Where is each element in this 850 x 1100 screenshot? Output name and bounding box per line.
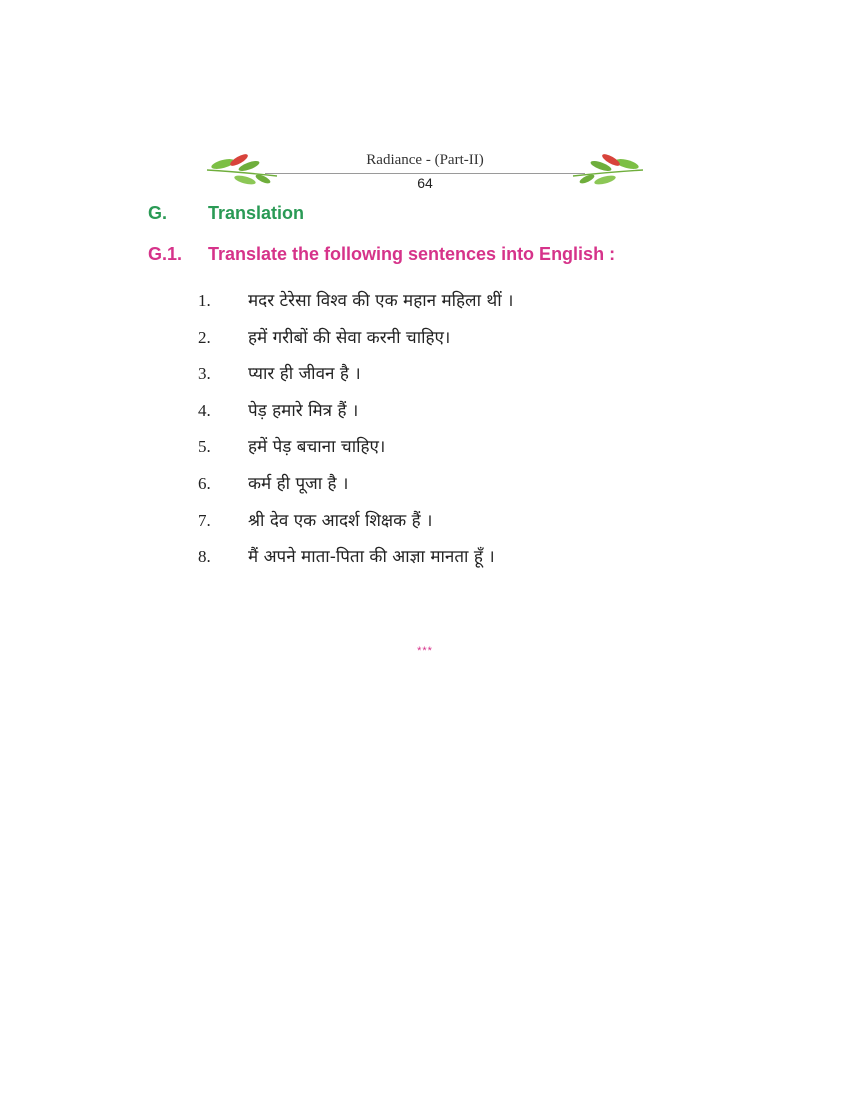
hindi-sentence: प्यार ही जीवन है । xyxy=(248,364,361,385)
item-number: 3. xyxy=(198,364,211,384)
item-number: 8. xyxy=(198,547,211,567)
leaf-ornament-right-icon xyxy=(570,150,645,190)
section-number: G. xyxy=(148,203,168,223)
item-number: 5. xyxy=(198,437,211,457)
end-marker: *** xyxy=(417,645,433,657)
list-item xyxy=(198,325,718,362)
sentence-list xyxy=(198,288,718,581)
item-number: 1. xyxy=(198,291,211,310)
page-header xyxy=(205,148,645,198)
item-number: 4. xyxy=(198,400,211,420)
page-number: 64 xyxy=(417,175,433,191)
item-number: 7. xyxy=(198,510,211,530)
hindi-sentence: कर्म ही पूजा है । xyxy=(248,473,349,494)
list-item xyxy=(198,361,718,398)
hindi-sentence: हमें पेड़ बचाना चाहिए। xyxy=(248,437,386,458)
hindi-sentence: पेड़ हमारे मित्र हैं । xyxy=(248,400,359,421)
list-item xyxy=(198,471,718,508)
list-item xyxy=(198,398,718,435)
header-rule xyxy=(265,173,585,174)
exercise-number: G.1. xyxy=(148,244,183,264)
hindi-sentence: हमें गरीबों की सेवा करनी चाहिए। xyxy=(248,327,451,348)
list-item xyxy=(198,434,718,471)
list-item xyxy=(198,544,718,581)
item-number: 2. xyxy=(198,327,211,347)
book-title: Radiance - (Part-II) xyxy=(366,152,484,168)
hindi-sentence: मैं अपने माता-पिता की आज्ञा मानता हूँ । xyxy=(248,547,495,568)
exercise-instruction: Translate the following sentences into English : xyxy=(208,244,616,264)
list-item xyxy=(198,288,718,325)
list-item xyxy=(198,508,718,545)
hindi-sentence: श्री देव एक आदर्श शिक्षक हैं । xyxy=(248,510,433,531)
section-title: Translation xyxy=(208,203,305,223)
item-number: 6. xyxy=(198,473,211,493)
hindi-sentence: मदर टेरेसा विश्व की एक महान महिला थीं । xyxy=(248,291,514,311)
